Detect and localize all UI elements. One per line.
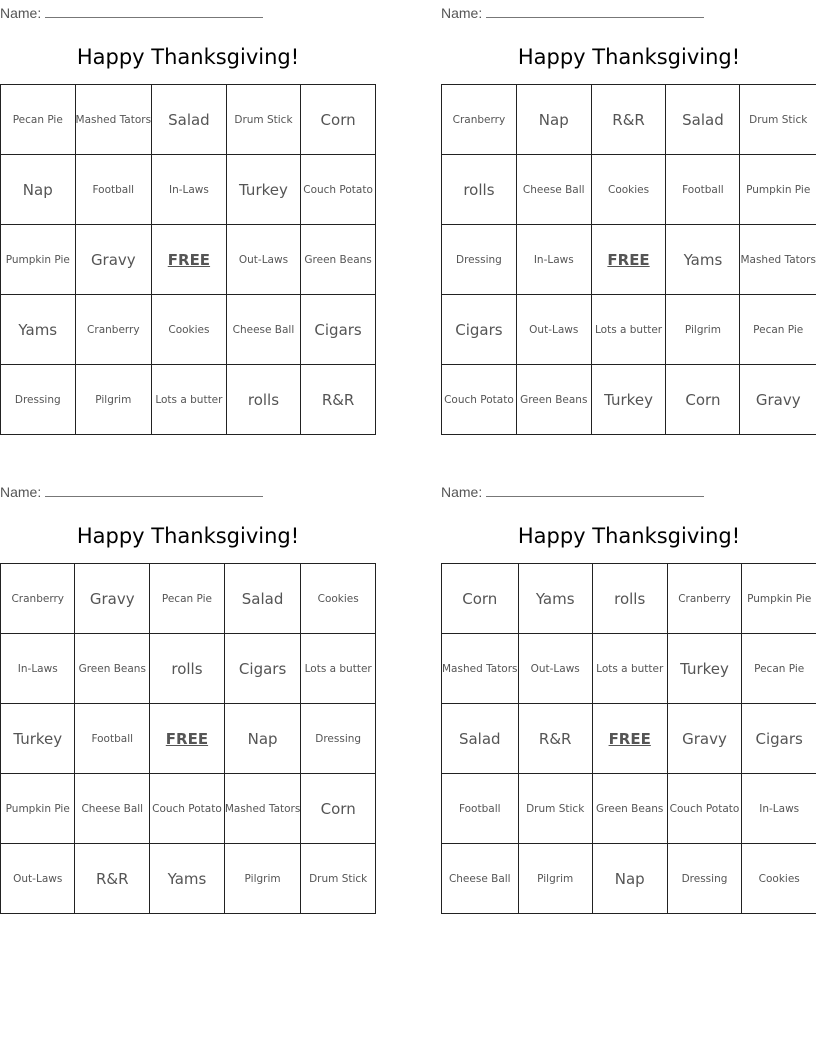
bingo-cell[interactable]: Couch Potato: [150, 774, 225, 844]
card-title: Happy Thanksgiving!: [76, 524, 300, 548]
bingo-cell[interactable]: Corn: [301, 85, 376, 155]
bingo-cell[interactable]: Cranberry: [667, 564, 742, 634]
bingo-cell[interactable]: Lots a butter: [301, 634, 376, 704]
bingo-cell[interactable]: rolls: [226, 365, 300, 435]
bingo-cell[interactable]: Turkey: [1, 704, 75, 774]
bingo-cell[interactable]: Gravy: [75, 564, 150, 634]
bingo-cell[interactable]: rolls: [442, 155, 517, 225]
card-title: Happy Thanksgiving!: [517, 524, 741, 548]
bingo-cell[interactable]: Mashed Tators: [442, 634, 519, 704]
bingo-cell[interactable]: Pilgrim: [518, 844, 592, 914]
bingo-cell[interactable]: Dressing: [667, 844, 742, 914]
bingo-cell[interactable]: Cheese Ball: [75, 774, 150, 844]
card-title: Happy Thanksgiving!: [517, 45, 741, 69]
bingo-cell[interactable]: Mashed Tators: [224, 774, 301, 844]
bingo-cell[interactable]: Nap: [1, 155, 76, 225]
bingo-cell[interactable]: Nap: [516, 85, 591, 155]
bingo-cell[interactable]: R&R: [301, 365, 376, 435]
bingo-cell[interactable]: Cranberry: [1, 564, 75, 634]
bingo-cell[interactable]: Couch Potato: [301, 155, 376, 225]
bingo-cell[interactable]: Football: [442, 774, 519, 844]
name-field[interactable]: [441, 482, 816, 500]
bingo-cell[interactable]: Lots a butter: [592, 634, 667, 704]
bingo-cell[interactable]: In-Laws: [152, 155, 227, 225]
bingo-grid: [441, 84, 816, 435]
bingo-cell[interactable]: Pecan Pie: [1, 85, 76, 155]
bingo-cell[interactable]: Yams: [150, 844, 225, 914]
bingo-cell[interactable]: Salad: [152, 85, 227, 155]
bingo-card-2: [441, 2, 816, 435]
bingo-cell[interactable]: Turkey: [226, 155, 300, 225]
bingo-cell[interactable]: Cookies: [152, 295, 227, 365]
bingo-cell[interactable]: Corn: [442, 564, 519, 634]
bingo-cell[interactable]: rolls: [592, 564, 667, 634]
bingo-cell[interactable]: Couch Potato: [667, 774, 742, 844]
name-field[interactable]: [0, 482, 376, 500]
bingo-cell[interactable]: Cigars: [301, 295, 376, 365]
bingo-grid: [0, 563, 376, 914]
bingo-card-3: [0, 481, 376, 914]
bingo-cell[interactable]: R&R: [518, 704, 592, 774]
bingo-cell[interactable]: Pilgrim: [75, 365, 152, 435]
bingo-cell[interactable]: Mashed Tators: [75, 85, 152, 155]
name-underline[interactable]: [45, 482, 263, 497]
bingo-cell[interactable]: In-Laws: [742, 774, 816, 844]
bingo-cell[interactable]: Cheese Ball: [442, 844, 519, 914]
bingo-cell[interactable]: Out-Laws: [516, 295, 591, 365]
bingo-cell[interactable]: Turkey: [591, 365, 666, 435]
bingo-cell[interactable]: Green Beans: [75, 634, 150, 704]
bingo-cell[interactable]: Cigars: [442, 295, 517, 365]
bingo-cell[interactable]: Pecan Pie: [740, 295, 816, 365]
bingo-cell[interactable]: Cheese Ball: [516, 155, 591, 225]
bingo-cell[interactable]: Drum Stick: [740, 85, 816, 155]
bingo-card-1: [0, 2, 376, 435]
bingo-cell[interactable]: Out-Laws: [226, 225, 300, 295]
bingo-cell[interactable]: Nap: [224, 704, 301, 774]
name-field[interactable]: [0, 3, 376, 21]
bingo-cell[interactable]: Lots a butter: [591, 295, 666, 365]
bingo-cell[interactable]: Dressing: [301, 704, 376, 774]
bingo-cell[interactable]: Pecan Pie: [150, 564, 225, 634]
bingo-cell[interactable]: Football: [75, 155, 152, 225]
name-label: Name:: [0, 5, 42, 21]
bingo-cell[interactable]: Couch Potato: [442, 365, 517, 435]
free-space-cell[interactable]: FREE: [592, 704, 667, 774]
bingo-cell[interactable]: Salad: [224, 564, 301, 634]
bingo-cell[interactable]: Gravy: [740, 365, 816, 435]
bingo-cell[interactable]: Pumpkin Pie: [1, 774, 75, 844]
bingo-cell[interactable]: Pecan Pie: [742, 634, 816, 704]
bingo-cell[interactable]: In-Laws: [1, 634, 75, 704]
name-underline[interactable]: [486, 482, 704, 497]
free-space-cell[interactable]: FREE: [150, 704, 225, 774]
name-label: Name:: [441, 484, 483, 500]
bingo-cell[interactable]: Cranberry: [75, 295, 152, 365]
bingo-cell[interactable]: In-Laws: [516, 225, 591, 295]
name-underline[interactable]: [45, 3, 263, 18]
bingo-cell[interactable]: Cigars: [224, 634, 301, 704]
bingo-cell[interactable]: Corn: [301, 774, 376, 844]
bingo-cell[interactable]: Cigars: [742, 704, 816, 774]
bingo-cell[interactable]: Yams: [1, 295, 76, 365]
bingo-cell[interactable]: Cookies: [301, 564, 376, 634]
bingo-cell[interactable]: Turkey: [667, 634, 742, 704]
bingo-cell[interactable]: Gravy: [667, 704, 742, 774]
bingo-cell[interactable]: Green Beans: [592, 774, 667, 844]
bingo-cell[interactable]: Green Beans: [301, 225, 376, 295]
name-label: Name:: [441, 5, 483, 21]
bingo-cell[interactable]: Pumpkin Pie: [1, 225, 76, 295]
bingo-grid: [441, 563, 816, 914]
name-field[interactable]: [441, 3, 816, 21]
bingo-cell[interactable]: Pumpkin Pie: [742, 564, 816, 634]
bingo-cell[interactable]: Football: [666, 155, 740, 225]
bingo-cell[interactable]: Salad: [442, 704, 519, 774]
bingo-cell[interactable]: Mashed Tators: [740, 225, 816, 295]
bingo-grid: [0, 84, 376, 435]
bingo-cell[interactable]: Cheese Ball: [226, 295, 300, 365]
bingo-cell[interactable]: Out-Laws: [518, 634, 592, 704]
bingo-cell[interactable]: Dressing: [442, 225, 517, 295]
bingo-cell[interactable]: Lots a butter: [152, 365, 227, 435]
bingo-cell[interactable]: Pilgrim: [224, 844, 301, 914]
name-underline[interactable]: [486, 3, 704, 18]
bingo-cell[interactable]: Pilgrim: [666, 295, 740, 365]
bingo-cell[interactable]: Yams: [518, 564, 592, 634]
bingo-card-4: [441, 481, 816, 914]
bingo-cell[interactable]: Football: [75, 704, 150, 774]
bingo-cell[interactable]: rolls: [150, 634, 225, 704]
bingo-cell[interactable]: R&R: [75, 844, 150, 914]
bingo-cell[interactable]: Green Beans: [516, 365, 591, 435]
bingo-cell[interactable]: Cookies: [591, 155, 666, 225]
bingo-cell[interactable]: Pumpkin Pie: [740, 155, 816, 225]
bingo-cell[interactable]: R&R: [591, 85, 666, 155]
name-label: Name:: [0, 484, 42, 500]
bingo-cell[interactable]: Salad: [666, 85, 740, 155]
free-space-cell[interactable]: FREE: [591, 225, 666, 295]
bingo-cell[interactable]: Nap: [592, 844, 667, 914]
card-title: Happy Thanksgiving!: [76, 45, 300, 69]
bingo-cell[interactable]: Drum Stick: [226, 85, 300, 155]
bingo-cell[interactable]: Drum Stick: [301, 844, 376, 914]
bingo-cell[interactable]: Out-Laws: [1, 844, 75, 914]
bingo-cell[interactable]: Corn: [666, 365, 740, 435]
bingo-cell[interactable]: Gravy: [75, 225, 152, 295]
bingo-cell[interactable]: Yams: [666, 225, 740, 295]
bingo-cell[interactable]: Cookies: [742, 844, 816, 914]
bingo-cell[interactable]: Drum Stick: [518, 774, 592, 844]
free-space-cell[interactable]: FREE: [152, 225, 227, 295]
bingo-cell[interactable]: Dressing: [1, 365, 76, 435]
bingo-cell[interactable]: Cranberry: [442, 85, 517, 155]
